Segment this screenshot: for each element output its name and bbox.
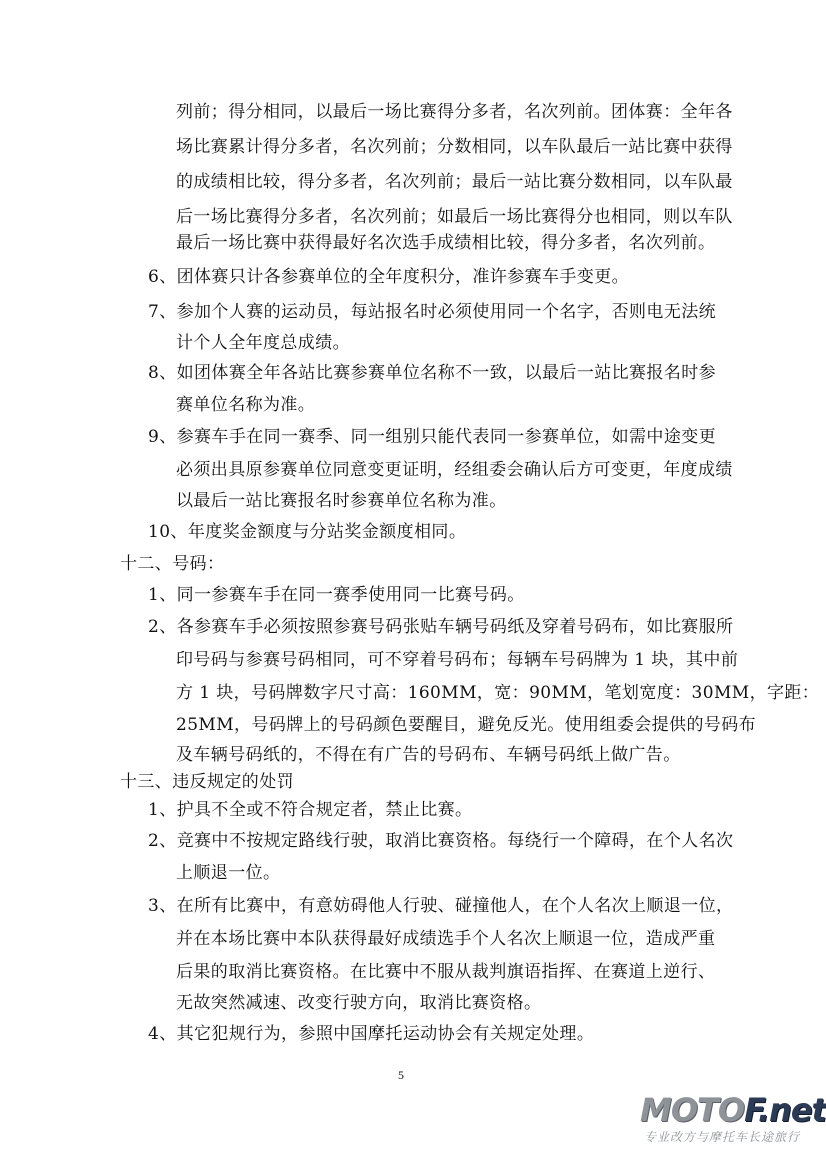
list-item: 7、参加个人赛的运动员，每站报名时必须使用同一个名字，否则电无法统 [148,302,717,322]
list-item: 9、参赛车手在同一赛季、同一组别只能代表同一参赛单位，如需中途变更 [148,427,717,447]
text-line: 赛单位名称为准。 [176,395,316,415]
text-line: 无故突然减速、改变行驶方向，取消比赛资格。 [176,993,542,1013]
text-line: 列前；得分相同，以最后一场比赛得分多者，名次列前。团体赛：全年各 [176,102,733,122]
section-heading: 十二、号码： [120,554,225,574]
list-item: 2、各参赛车手必须按照参赛号码张贴车辆号码纸及穿着号码布，如比赛服所 [148,617,734,637]
text-line: 最后一场比赛中获得最好名次选手成绩相比较，得分多者，名次列前。 [176,233,716,253]
list-item: 8、如团体赛全年各站比赛参赛单位名称不一致，以最后一站比赛报名时参 [148,363,717,383]
text-line: 上顺退一位。 [176,863,281,883]
text-line: 印号码与参赛号码相同，可不穿着号码布；每辆车号码牌为 1 块，其中前 [176,650,739,670]
section-heading: 十三、违反规定的处罚 [120,772,294,792]
text-line: 以最后一站比赛报名时参赛单位名称为准。 [176,491,507,511]
watermark-logo [640,1091,826,1144]
text-line: 方 1 块，号码牌数字尺寸高：160MM，宽：90MM，笔划宽度：30MM，字距： [176,683,820,703]
page-number: 5 [398,1068,404,1082]
text-line: 后果的取消比赛资格。在比赛中不服从裁判旗语指挥、在赛道上逆行、 [176,962,716,982]
list-item: 2、竞赛中不按规定路线行驶，取消比赛资格。每绕行一个障碍，在个人名次 [148,831,734,851]
text-line: 及车辆号码纸的，不得在有广告的号码布、车辆号码纸上做广告。 [176,745,681,765]
text-line: 的成绩相比较，得分多者，名次列前；最后一站比赛分数相同，以车队最 [176,172,733,192]
text-line: 场比赛累计得分多者，名次列前；分数相同，以车队最后一站比赛中获得 [176,137,733,157]
watermark-logo-text [640,1092,826,1128]
watermark-tagline: 专业改方与摩托车长途旅行 [644,1130,801,1144]
text-line: 计个人全年度总成绩。 [176,333,350,353]
list-item: 6、团体赛只计各参赛单位的全年度积分，准许参赛车手变更。 [148,267,630,287]
text-line: 必须出具原参赛单位同意变更证明，经组委会确认后方可变更，年度成绩 [176,460,733,480]
list-item: 3、在所有比赛中，有意妨碍他人行驶、碰撞他人，在个人名次上顺退一位， [148,896,734,916]
watermark-logo-accent: F.net [744,1091,826,1129]
watermark-logo-main: MOTO [640,1091,745,1129]
list-item: 1、护具不全或不符合规定者，禁止比赛。 [148,800,473,820]
text-line: 并在本场比赛中本队获得最好成绩选手个人名次上顺退一位，造成严重 [176,929,716,949]
list-item: 4、其它犯规行为，参照中国摩托运动协会有关规定处理。 [148,1024,595,1044]
text-line: 25MM，号码牌上的号码颜色要醒目，避免反光。使用组委会提供的号码布 [176,715,757,735]
list-item: 10、年度奖金额度与分站奖金额度相同。 [148,522,467,542]
text-line: 后一场比赛得分多者，名次列前；如最后一场比赛得分也相同，则以车队 [176,207,733,227]
list-item: 1、同一参赛车手在同一赛季使用同一比赛号码。 [148,585,525,605]
